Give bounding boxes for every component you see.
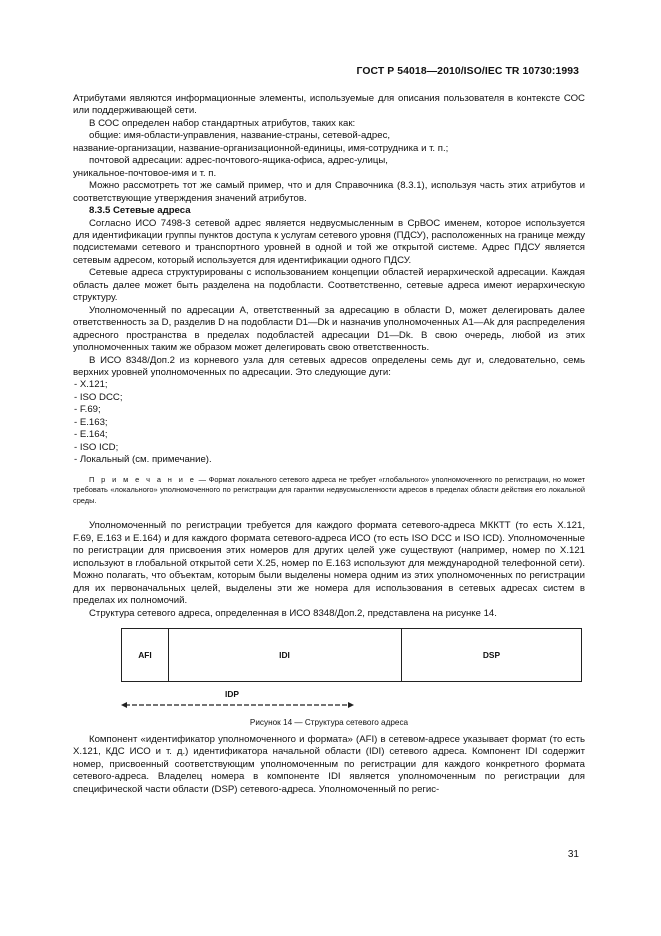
list-item: - ISO ICD; (74, 441, 119, 453)
figure-caption: Рисунок 14 — Структура сетевого адреса (249, 718, 409, 727)
paragraph: Атрибутами являются информационные элементы, используемые для описания пользователя в контексте СОС или поддерживающей сети. (73, 93, 585, 117)
paragraph: почтовой адресации: адрес-почтового-ящика-офиса, адрес-улицы, (89, 155, 388, 167)
list-item: - E.164; (74, 429, 108, 441)
dsp-cell: DSP (482, 649, 501, 660)
section-heading: 8.3.5 Сетевые адреса (89, 205, 191, 217)
paragraph: Сетевые адреса структурированы с использованием концепции областей иерархической адресации. Каждая область далее может быть разделена на подобласти. Соответственно, сетевые адреса имеют иерархическую структуру. (73, 267, 585, 304)
arcs-list (73, 379, 585, 466)
paragraph: уникальное-почтовое-имя и т. п. (73, 167, 217, 179)
idp-label: IDP (225, 689, 239, 699)
note (73, 475, 585, 507)
list-item: - E.163; (74, 416, 108, 428)
network-address-figure (73, 628, 585, 734)
list-item: - ISO DCC; (74, 391, 123, 403)
paragraph: В СОС определен набор стандартных атрибутов, таких как: (89, 117, 356, 129)
paragraph: Уполномоченный по регистрации требуется для каждого формата сетевого-адреса МККТТ (то есть X.121, F.69, E.163 и E.164) и для каждого формата сетевого-адреса ИСО (то есть ISO DCC и ISO ICD). Уполномоченные по регистрации для присвоения этих номеров для других целей уже существуют (например, номер по X.121 используют в глобальной открытой сети X.25, номер по E.163 используют для международной телефонной сети). Можно полагать, что объектам, которым были выделены номера одним из этих уполномоченных по регистрации для их первоначальных целей, выделены эти же номера для использования в сетевых адресах систем в пределах их полномочий. (73, 520, 585, 607)
note-text: — Формат локального сетевого адреса не требует «глобального» уполномоченного по регистрации, но может требовать «локального» уполномоченного по регистрации для гарантии недвусмысленности адресов в пределах области действия его локальной среды. (73, 474, 585, 505)
list-item: - Локальный (см. примечание). (74, 454, 212, 466)
paragraph: В ИСО 8348/Доп.2 из корневого узла для сетевых адресов определены семь дуг и, следовательно, семь верхних уровней уполномоченных по адресации. Это следующие дуги: (73, 354, 585, 378)
note-label: П р и м е ч а н и е (89, 474, 196, 484)
page-content (73, 93, 585, 796)
paragraph: Уполномоченный по адресации A, ответственный за адресацию в области D, может делегировать далее ответственность за D, разделив D на подобласти D1—Dk и назначив уполномоченных A1—Ak для распределения адресного пространства в пределах подобластей адресации D1—Dk. В свою очередь, любой из этих уполномоченных таким же образом может делегировать свою ответственность. (73, 304, 585, 354)
idi-cell: IDI (168, 629, 402, 681)
paragraph: Структура сетевого адреса, определенная в ИСО 8348/Доп.2, представлена на рисунке 14. (89, 607, 497, 619)
address-structure-box (121, 628, 582, 682)
list-item: - F.69; (74, 404, 101, 416)
paragraph: название-организации, название-организационной-единицы, имя-сотрудника и т. п.; (73, 142, 449, 154)
paragraph: Можно рассмотреть тот же самый пример, что и для Справочника (8.3.1), используя часть этих атрибутов и соответствующие утверждения значений атрибутов. (73, 180, 585, 204)
afi-cell: AFI (122, 629, 169, 681)
page-number: 31 (567, 849, 579, 860)
idp-span-arrow (121, 700, 354, 710)
paragraph: общие: имя-области-управления, название-страны, сетевой-адрес, (89, 130, 391, 142)
standard-header: ГОСТ Р 54018—2010/ISO/IEC TR 10730:1993 (356, 66, 579, 77)
paragraph: Согласно ИСО 7498-3 сетевой адрес является недвусмысленным в СрВОС именем, которое используется для идентификации группы пунктов доступа к услугам сетевого уровня (ПДСУ), расположенных на границе между подсистемами сетевого и транспортного уровней в одной и той же открытой системе. Адрес ПДСУ является сетевым адресом, который используется для идентификации одного ПДСУ. (73, 217, 585, 266)
list-item: - X.121; (74, 379, 108, 391)
paragraph: Компонент «идентификатор уполномоченного и формата» (AFI) в сетевом-адресе указывает формат (то есть X.121, КДС ИСО и т. д.) идентификатора начальной области (IDI) сетевого адреса. Компонент IDI содержит номер, присвоенный соответствующим уполномоченным по регистрации для каждого конкретного формата сетевого-адреса. Владелец номера в компоненте IDI является уполномоченным по регистрации для специфической части области (DSP) сетевого-адреса. Уполномоченный по регис- (73, 734, 585, 795)
